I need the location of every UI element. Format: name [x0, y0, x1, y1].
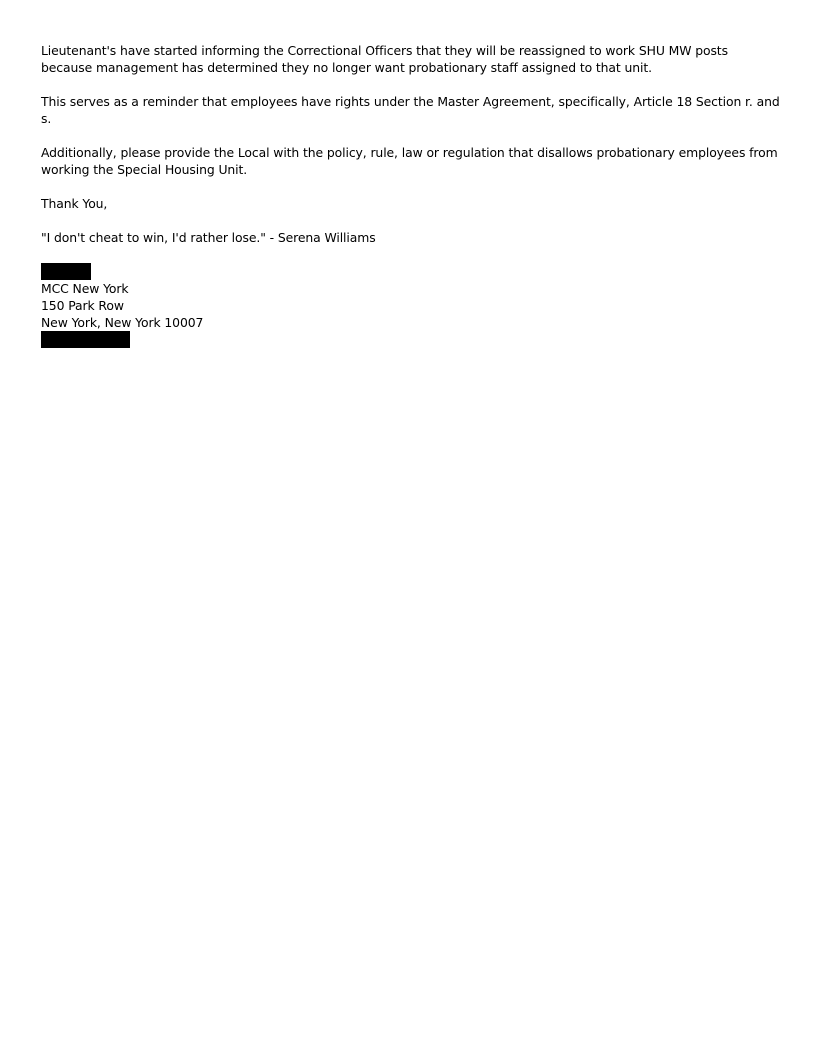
signature-block: [41, 263, 781, 348]
signature-quote: "I don't cheat to win, I'd rather lose." - Serena Williams: [41, 230, 376, 245]
redacted-contact-block: [41, 331, 130, 348]
email-body: [41, 42, 781, 348]
paragraph-master-agreement-reminder: This serves as a reminder that employees have rights under the Master Agreement, specifically, Article 18 Section r. and s.: [41, 94, 780, 126]
signature-city-state-zip: New York, New York 10007: [41, 315, 204, 330]
paragraph-reassignment-notice: Lieutenant's have started informing the Correctional Officers that they will be reassigned to work SHU MW posts because management has determined they no longer want probationary staff assigned to that unit.: [41, 43, 728, 75]
signature-institution: MCC New York: [41, 281, 129, 296]
redacted-name-block: [41, 263, 91, 280]
paragraph-policy-request: Additionally, please provide the Local with the policy, rule, law or regulation that disallows probationary employees from working the Special Housing Unit.: [41, 145, 778, 177]
closing-salutation: Thank You,: [41, 196, 108, 211]
signature-street: 150 Park Row: [41, 298, 124, 313]
